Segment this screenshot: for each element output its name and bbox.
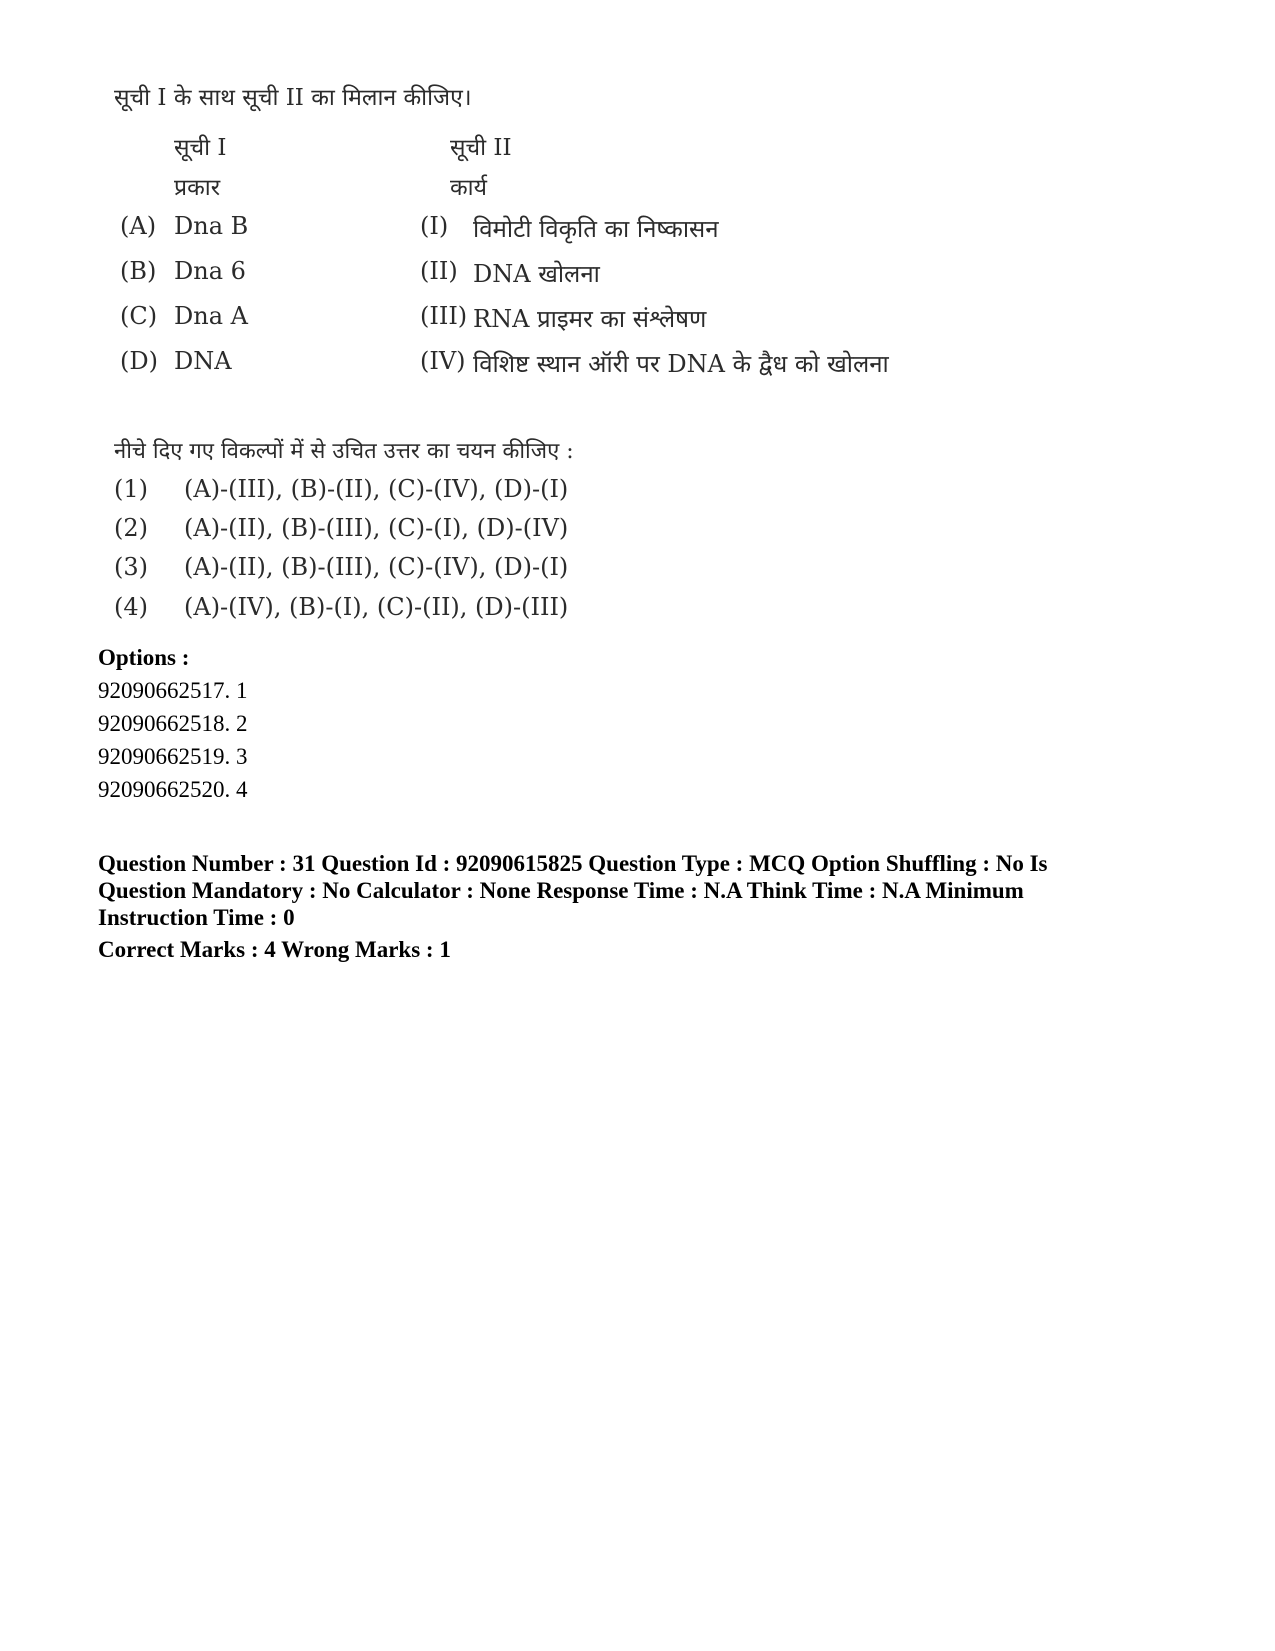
choice-text: (A)-(IV), (B)-(I), (C)-(II), (D)-(III)	[184, 593, 569, 621]
choice-text: (A)-(II), (B)-(III), (C)-(IV), (D)-(I)	[184, 553, 569, 581]
choice-text: (A)-(III), (B)-(II), (C)-(IV), (D)-(I)	[184, 475, 569, 503]
list2-subtitle: कार्य	[450, 175, 487, 201]
option-item: 92090662519. 3	[98, 744, 248, 769]
choice-number: (2)	[114, 514, 148, 542]
select-instruction: नीचे दिए गए विकल्पों में से उचित उत्तर का चयन कीजिए :	[114, 439, 574, 464]
choice-number: (1)	[114, 475, 148, 503]
option-item: 92090662517. 1	[98, 678, 248, 703]
row-item-a: Dna B	[174, 212, 249, 240]
question-instruction: सूची I के साथ सूची II का मिलान कीजिए।	[114, 85, 472, 111]
row-item-a: Dna A	[174, 302, 248, 330]
choice-number: (4)	[114, 593, 148, 621]
list2-title: सूची II	[450, 135, 512, 161]
row-item-b: DNA खोलना	[473, 260, 600, 288]
question-info: Question Number : 31 Question Id : 92090615825 Question Type : MCQ Option Shuffling : No Is Question Mandatory : No Calculator : None Response Time : N.A Think Time : N.A Minimum Instruction Time : 0	[98, 851, 1048, 930]
row-tag-b: (I)	[420, 212, 449, 240]
row-item-a: DNA	[174, 347, 232, 375]
options-heading: Options :	[98, 645, 190, 670]
row-tag-a: (D)	[120, 347, 158, 375]
marks-info: Correct Marks : 4 Wrong Marks : 1	[98, 937, 451, 962]
row-tag-a: (C)	[120, 302, 158, 330]
row-item-b: विशिष्ट स्थान ऑरी पर DNA के द्वैध को खोलना	[473, 350, 889, 378]
row-tag-a: (A)	[120, 212, 157, 240]
choice-number: (3)	[114, 553, 148, 581]
row-tag-b: (III)	[420, 302, 468, 330]
list1-title: सूची I	[174, 135, 227, 161]
row-item-b: विमोटी विकृति का निष्कासन	[473, 215, 719, 243]
option-item: 92090662520. 4	[98, 777, 248, 802]
row-item-b: RNA प्राइमर का संश्लेषण	[473, 305, 707, 333]
row-item-a: Dna 6	[174, 257, 246, 285]
row-tag-b: (II)	[420, 257, 458, 285]
choice-text: (A)-(II), (B)-(III), (C)-(I), (D)-(IV)	[184, 514, 569, 542]
row-tag-b: (IV)	[420, 347, 466, 375]
list1-subtitle: प्रकार	[174, 175, 221, 201]
option-item: 92090662518. 2	[98, 711, 248, 736]
row-tag-a: (B)	[120, 257, 157, 285]
question-image	[100, 70, 1000, 660]
